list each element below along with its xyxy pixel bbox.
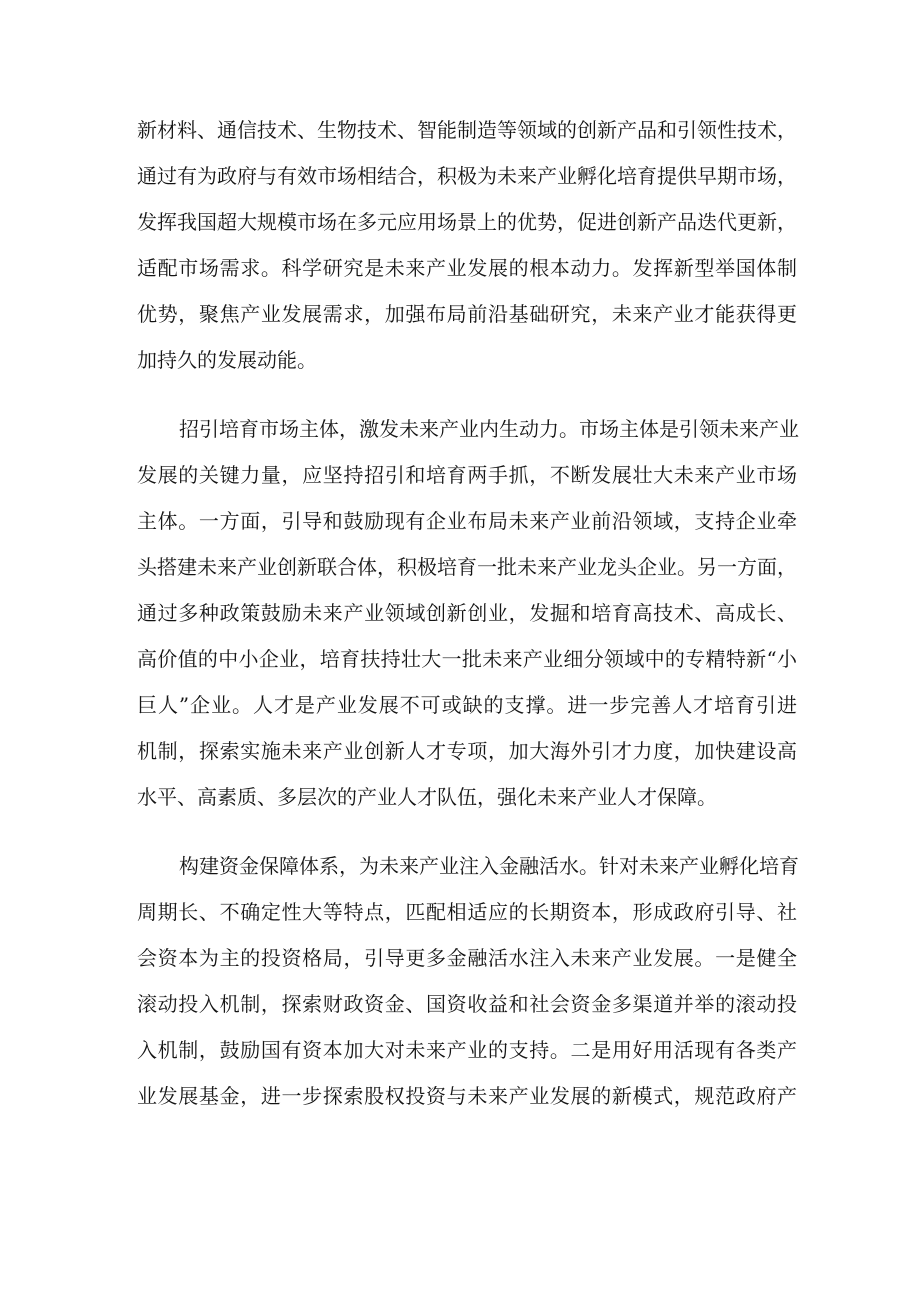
text-line: 入机制，鼓励国有资本加大对未来产业的支持。二是用好用活现有各类产 — [137, 1038, 797, 1062]
text-line: 构建资金保障体系，为未来产业注入金融活水。针对未来产业孵化培育 — [179, 854, 799, 878]
text-line: 业发展基金，进一步探索股权投资与未来产业发展的新模式，规范政府产 — [137, 1084, 797, 1108]
text-line: 主体。一方面，引导和鼓励现有企业布局未来产业前沿领域，支持企业牵 — [137, 509, 797, 533]
text-line: 招引培育市场主体，激发未来产业内生动力。市场主体是引领未来产业 — [179, 417, 799, 441]
text-line: 优势，聚焦产业发展需求，加强布局前沿基础研究，未来产业才能获得更 — [137, 302, 797, 326]
text-line: 机制，探索实施未来产业创新人才专项，加大海外引才力度，加快建设高 — [137, 739, 797, 763]
text-line: 巨人”企业。人才是产业发展不可或缺的支撑。进一步完善人才培育引进 — [137, 693, 797, 717]
text-line: 滚动投入机制，探索财政资金、国资收益和社会资金多渠道并举的滚动投 — [137, 992, 797, 1016]
text-line: 发挥我国超大规模市场在多元应用场景上的优势，促进创新产品迭代更新， — [137, 210, 797, 234]
text-line: 水平、高素质、多层次的产业人才队伍，强化未来产业人才保障。 — [137, 785, 717, 809]
text-line: 通过多种政策鼓励未来产业领域创新创业，发掘和培育高技术、高成长、 — [137, 601, 797, 625]
text-line: 通过有为政府与有效市场相结合，积极为未来产业孵化培育提供早期市场， — [137, 164, 797, 188]
text-line: 高价值的中小企业，培育扶持壮大一批未来产业细分领域中的专精特新“小 — [137, 647, 797, 671]
text-line: 适配市场需求。科学研究是未来产业发展的根本动力。发挥新型举国体制 — [137, 256, 797, 280]
text-line: 发展的关键力量，应坚持招引和培育两手抓，不断发展壮大未来产业市场 — [137, 463, 797, 487]
text-line: 会资本为主的投资格局，引导更多金融活水注入未来产业发展。一是健全 — [137, 946, 797, 970]
text-line: 加持久的发展动能。 — [137, 348, 317, 372]
text-line: 周期长、不确定性大等特点，匹配相适应的长期资本，形成政府引导、社 — [137, 900, 797, 924]
text-line: 头搭建未来产业创新联合体，积极培育一批未来产业龙头企业。另一方面， — [137, 555, 797, 579]
text-line: 新材料、通信技术、生物技术、智能制造等领域的创新产品和引领性技术， — [137, 118, 797, 142]
